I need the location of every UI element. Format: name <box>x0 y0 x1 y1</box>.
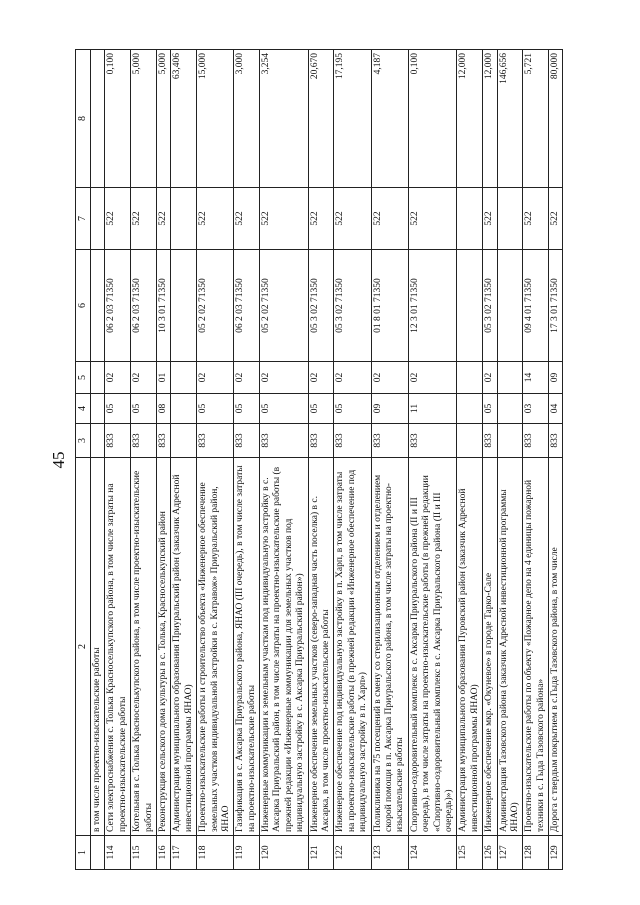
col-7: 522 <box>260 188 309 250</box>
col-5: 02 <box>408 362 457 394</box>
col-3: 833 <box>105 424 131 458</box>
row-name: Инженерные коммуникации к земельным участкам под индивидуальную застройку в с. Аксарка Приуральский район, в том числе затраты на проектно-изыскательские работы (в прежней редакции «Инженерные коммуникации для земельных участков под индивидуальную застройку в с. Аксарка Приуральский район») <box>260 458 309 836</box>
header-cell: 6 <box>76 250 91 362</box>
col-4 <box>91 394 105 424</box>
table-row <box>549 50 563 870</box>
row-name: Газификация в с. Аксарка Приуральского района, ЯНАО (III очередь), в том числе затраты на проектно-изыскательские работы <box>234 458 260 836</box>
header-cell: 7 <box>76 188 91 250</box>
table-row <box>105 50 131 870</box>
col-6: 12 3 01 71350 <box>408 250 457 362</box>
col-6 <box>171 250 197 362</box>
table-row <box>408 50 457 870</box>
table-row <box>171 50 197 870</box>
header-cell: 3 <box>76 424 91 458</box>
col-5: 09 <box>549 362 563 394</box>
row-number: 114 <box>105 836 131 870</box>
row-number: 121 <box>308 836 334 870</box>
col-8-amount: 146,656 <box>497 50 523 188</box>
row-number: 120 <box>260 836 309 870</box>
col-6 <box>497 250 523 362</box>
col-6 <box>91 250 105 362</box>
col-4: 11 <box>408 394 457 424</box>
table-row <box>197 50 234 870</box>
col-3: 833 <box>549 424 563 458</box>
row-number: 115 <box>131 836 157 870</box>
col-5: 02 <box>308 362 334 394</box>
col-5 <box>91 362 105 394</box>
col-7 <box>91 188 105 250</box>
col-7: 522 <box>156 188 170 250</box>
table-row <box>91 50 105 870</box>
col-4 <box>171 394 197 424</box>
col-6: 05 3 02 71350 <box>483 250 497 362</box>
col-6: 17 3 01 71350 <box>549 250 563 362</box>
col-5: 02 <box>260 362 309 394</box>
col-4 <box>497 394 523 424</box>
col-5: 02 <box>334 362 371 394</box>
col-8-amount: 20,670 <box>308 50 334 188</box>
col-3: 833 <box>371 424 408 458</box>
col-5: 02 <box>483 362 497 394</box>
col-3: 833 <box>234 424 260 458</box>
table-row <box>497 50 523 870</box>
row-number: 119 <box>234 836 260 870</box>
col-5: 02 <box>131 362 157 394</box>
col-8-amount: 0,100 <box>105 50 131 188</box>
row-number: 129 <box>549 836 563 870</box>
col-8-amount: 15,000 <box>197 50 234 188</box>
row-number: 126 <box>483 836 497 870</box>
col-8-amount: 80,000 <box>549 50 563 188</box>
table-row <box>483 50 497 870</box>
row-name: Поликлиника на 75 посещений в смену со стерилизационным отделением и отделением скорой помощи в п. Аксарка Приуральского района, в том числе затраты на проектно-изыскательские работы <box>371 458 408 836</box>
col-8-amount: 12,000 <box>457 50 483 188</box>
budget-table <box>75 49 563 870</box>
header-cell: 1 <box>76 836 91 870</box>
col-3: 833 <box>523 424 549 458</box>
col-7: 522 <box>334 188 371 250</box>
row-name: Сети электроснабжения с. Толька Красноселькупского района, в том числе затраты на проектно-изыскательские работы <box>105 458 131 836</box>
col-5 <box>497 362 523 394</box>
row-number: 122 <box>334 836 371 870</box>
table-body <box>91 50 563 870</box>
col-7: 522 <box>234 188 260 250</box>
col-5: 02 <box>105 362 131 394</box>
row-name: Администрация муниципального образования Пуровский район (заказчик Адресной инвестиционной программы ЯНАО) <box>457 458 483 836</box>
col-7: 522 <box>483 188 497 250</box>
col-5 <box>457 362 483 394</box>
row-name: Дорога с твердым покрытием в с.Гыда Тазовского района, в том числе <box>549 458 563 836</box>
row-number: 116 <box>156 836 170 870</box>
col-8-amount: 3,254 <box>260 50 309 188</box>
col-7: 522 <box>408 188 457 250</box>
row-name: Администрация Тазовского района (заказчик Адресной инвестиционной программы ЯНАО) <box>497 458 523 836</box>
col-5 <box>171 362 197 394</box>
col-4: 05 <box>260 394 309 424</box>
page-number: 45 <box>49 451 68 469</box>
col-4: 08 <box>156 394 170 424</box>
col-8-amount: 0,100 <box>408 50 457 188</box>
col-8-amount: 5,000 <box>156 50 170 188</box>
col-3: 833 <box>308 424 334 458</box>
col-4: 05 <box>197 394 234 424</box>
table-row <box>334 50 371 870</box>
col-3: 833 <box>483 424 497 458</box>
table-row <box>234 50 260 870</box>
table-row <box>523 50 549 870</box>
col-4: 05 <box>131 394 157 424</box>
row-number <box>91 836 105 870</box>
col-3 <box>497 424 523 458</box>
col-3: 833 <box>156 424 170 458</box>
col-4: 09 <box>371 394 408 424</box>
row-name: Проектно-изыскательские работы по объекту «Пожарное депо на 4 единицы пожарной техники в с. Гыда Тазовского района» <box>523 458 549 836</box>
col-8-amount: 17,195 <box>334 50 371 188</box>
col-5: 02 <box>234 362 260 394</box>
col-4 <box>457 394 483 424</box>
col-8-amount: 3,000 <box>234 50 260 188</box>
col-3 <box>171 424 197 458</box>
col-4: 05 <box>308 394 334 424</box>
row-name: Проектно-изыскательские работы и строительство объекта «Инженерное обеспечение земельных участков индивидуальной застройки в с. Катравож» Приуральский район, ЯНАО <box>197 458 234 836</box>
header-cell: 2 <box>76 458 91 836</box>
row-name: Инженерное обеспечение под индивидуальную застройку в п. Харп, в том числе затраты на проектно-изыскательские работы (в прежней редакции «Инженерное обеспечение под индивидуальную застройку в п. Харп») <box>334 458 371 836</box>
col-7: 522 <box>523 188 549 250</box>
col-3: 833 <box>197 424 234 458</box>
row-name: Инженерное обеспечение мкр. «Окуневое» в городе Тарко-Сале <box>483 458 497 836</box>
col-8-amount: 12,000 <box>483 50 497 188</box>
col-6: 09 4 01 71350 <box>523 250 549 362</box>
col-8-amount: 4,187 <box>371 50 408 188</box>
col-7: 522 <box>308 188 334 250</box>
row-number: 117 <box>171 836 197 870</box>
col-8-amount: 5,000 <box>131 50 157 188</box>
rotated-content <box>45 50 615 870</box>
row-number: 123 <box>371 836 408 870</box>
col-8-amount: 63,406 <box>171 50 197 188</box>
col-3: 833 <box>334 424 371 458</box>
col-5: 01 <box>156 362 170 394</box>
col-6: 05 3 02 71350 <box>308 250 334 362</box>
col-4: 03 <box>523 394 549 424</box>
row-name: Инженерное обеспечение земельных участков (северо-западная часть поселка) в с. Аксарка, в том числе проектно-изыскательские работы <box>308 458 334 836</box>
col-6: 05 3 02 71350 <box>334 250 371 362</box>
table-row <box>131 50 157 870</box>
col-5: 02 <box>197 362 234 394</box>
col-8-amount <box>91 50 105 188</box>
header-row <box>76 50 91 870</box>
col-4: 04 <box>549 394 563 424</box>
col-4: 05 <box>234 394 260 424</box>
row-number: 118 <box>197 836 234 870</box>
col-6: 06 2 03 71350 <box>131 250 157 362</box>
row-name: Реконструкция сельского дома культуры в с. Толька, Красноселькупский район <box>156 458 170 836</box>
col-6: 05 2 02 71350 <box>197 250 234 362</box>
col-3: 833 <box>260 424 309 458</box>
col-7 <box>171 188 197 250</box>
col-6: 01 8 01 71350 <box>371 250 408 362</box>
row-name: Администрация муниципального образования Приуральский район (заказчик Адресной инвестиционной программы ЯНАО) <box>171 458 197 836</box>
header-cell: 5 <box>76 362 91 394</box>
col-6 <box>457 250 483 362</box>
table-row <box>457 50 483 870</box>
col-7: 522 <box>197 188 234 250</box>
col-4: 05 <box>105 394 131 424</box>
col-3: 833 <box>408 424 457 458</box>
col-7 <box>497 188 523 250</box>
col-3 <box>91 424 105 458</box>
col-5: 02 <box>371 362 408 394</box>
row-number: 125 <box>457 836 483 870</box>
col-6: 10 3 01 71350 <box>156 250 170 362</box>
col-7: 522 <box>371 188 408 250</box>
row-number: 127 <box>497 836 523 870</box>
table-row <box>308 50 334 870</box>
header-cell: 8 <box>76 50 91 188</box>
col-3 <box>457 424 483 458</box>
row-name: Спортивно-оздоровительный комплекс в с. Аксарка Приуральского района (II и III очередь), в том числе затраты на проектно-изыскательские работы (в прежней редакции «Спортивно-оздоровительный комплекс в с. Аксарка Приуральского района (II и III очередь)») <box>408 458 457 836</box>
table-row <box>371 50 408 870</box>
header-cell: 4 <box>76 394 91 424</box>
row-number: 128 <box>523 836 549 870</box>
col-8-amount: 5,721 <box>523 50 549 188</box>
col-7: 522 <box>131 188 157 250</box>
col-7: 522 <box>105 188 131 250</box>
col-3: 833 <box>131 424 157 458</box>
col-4: 05 <box>334 394 371 424</box>
col-7: 522 <box>549 188 563 250</box>
table-row <box>156 50 170 870</box>
row-name: в том числе проектно-изыскательские работы <box>91 458 105 836</box>
row-name: Котельная в с. Толька Красноселькупского района, в том числе проектно-изыскательские работы <box>131 458 157 836</box>
col-4: 05 <box>483 394 497 424</box>
col-6: 06 2 03 71350 <box>105 250 131 362</box>
row-number: 124 <box>408 836 457 870</box>
table-row <box>260 50 309 870</box>
col-7 <box>457 188 483 250</box>
col-6: 05 2 02 71350 <box>260 250 309 362</box>
col-6: 06 2 03 71350 <box>234 250 260 362</box>
col-5: 14 <box>523 362 549 394</box>
